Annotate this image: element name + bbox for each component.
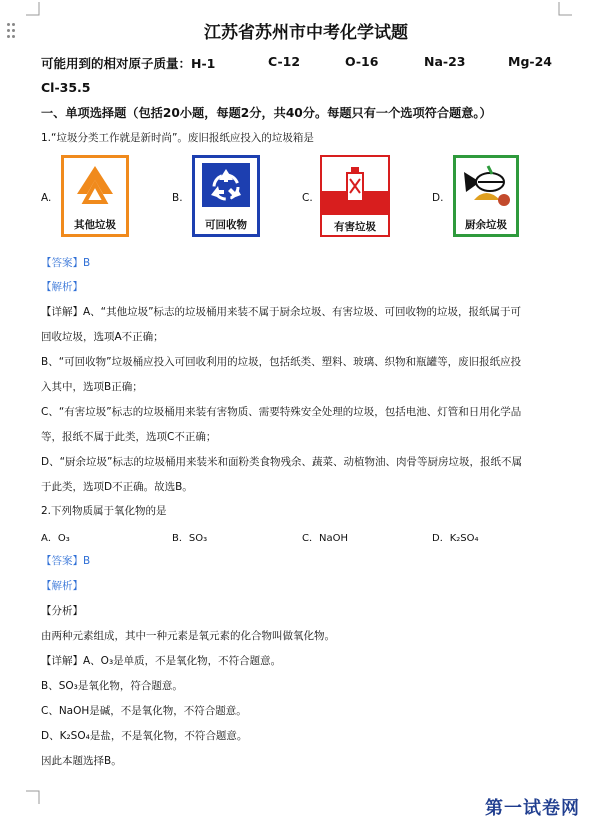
bin-label-other: 其他垃圾 [74, 219, 116, 231]
option-d-letter: D. [432, 192, 444, 204]
atomic-mass-mg: Mg-24 [508, 54, 552, 69]
q2-option-c: C．NaOH [302, 533, 348, 544]
bin-other-waste [61, 155, 129, 237]
q1-detail-d-line2: 于此类，选项D不正确。故选B。 [41, 481, 193, 493]
q2-detail-a: 【详解】A、O₃是单质，不是氧化物，不符合题意。 [41, 655, 282, 667]
q2-detail-d: D、K₂SO₄是盐，不是氧化物，不符合题意。 [41, 730, 248, 742]
q2-option-d: D．K₂SO₄ [432, 533, 479, 544]
bin-label-kitchen: 厨余垃圾 [465, 219, 507, 231]
bin-label-hazardous: 有害垃圾 [334, 221, 376, 233]
q2-answer: 【答案】B [41, 555, 91, 567]
q1-analysis-label: 【解析】 [41, 281, 83, 293]
q1-answer: 【答案】B [41, 257, 91, 269]
atomic-mass-label: 可能用到的相对原子质量：H-1 [41, 56, 216, 71]
crop-mark-icon [558, 2, 572, 16]
bin-kitchen-waste [453, 155, 519, 237]
q1-detail-c-line1: C、“有害垃圾”标志的垃圾桶用来装有害物质、需要特殊安全处理的垃圾，包括电池、灯管和日用化学品 [41, 406, 522, 418]
q2-conclusion: 因此本题选择B。 [41, 755, 122, 767]
other-waste-icon [75, 164, 115, 208]
crop-mark-icon [26, 2, 40, 16]
q1-detail-b-line1: B、“可回收物”垃圾桶应投入可回收利用的垃圾，包括纸类、塑料、玻璃、织物和瓶罐等，废旧报纸应投 [41, 356, 522, 368]
q2-option-b: B．SO₃ [172, 533, 208, 544]
bin-recyclable [192, 155, 260, 237]
q2-definition: 由两种元素组成，其中一种元素是氧元素的化合物叫做氧化物。 [41, 630, 335, 642]
q1-detail-d-line1: D、“厨余垃圾”标志的垃圾桶用来装米和面粉类食物残余、蔬菜、动植物油、肉骨等厨房垃圾，报纸不属 [41, 456, 522, 468]
q2-detail-c: C、NaOH是碱，不是氧化物，不符合题意。 [41, 705, 247, 717]
question-2-stem: 2.下列物质属于氧化物的是 [41, 505, 167, 517]
q2-detail-b: B、SO₃是氧化物，符合题意。 [41, 680, 183, 692]
doc-title: 江苏省苏州市中考化学试题 [204, 23, 408, 43]
bin-label-recyclable: 可回收物 [205, 219, 247, 231]
recycle-icon [206, 165, 246, 205]
atomic-mass-c: C-12 [268, 54, 301, 69]
hazardous-waste-icon [344, 167, 366, 203]
site-logo: 第一试卷网 [485, 798, 580, 819]
kitchen-waste-icon [460, 162, 512, 210]
q1-detail-a-line2: 回收垃圾，选项A不正确； [41, 331, 164, 343]
section-heading: 一、单项选择题（包括20小题，每题2分，共40分。每题只有一个选项符合题意。） [41, 106, 492, 120]
q2-option-a: A．O₃ [41, 533, 70, 544]
atomic-mass-cl: Cl-35.5 [41, 80, 91, 95]
option-b-letter: B. [172, 192, 183, 204]
drag-handle-icon[interactable] [7, 23, 17, 39]
q1-detail-b-line2: 入其中，选项B正确； [41, 381, 143, 393]
bin-hazardous [320, 155, 390, 237]
q1-detail-c-line2: 等，报纸不属于此类，选项C不正确； [41, 431, 217, 443]
atomic-mass-na: Na-23 [424, 54, 466, 69]
q2-fenxi-label: 【分析】 [41, 605, 83, 617]
crop-mark-icon [26, 790, 40, 804]
q2-analysis-label: 【解析】 [41, 580, 83, 592]
q1-detail-a-line1: 【详解】A、“其他垃圾”标志的垃圾桶用来装不属于厨余垃圾、有害垃圾、可回收物的垃圾，报纸属于可 [41, 306, 522, 318]
option-c-letter: C. [302, 192, 313, 204]
option-a-letter: A. [41, 192, 52, 204]
atomic-mass-o: O-16 [345, 54, 379, 69]
question-1-stem: 1.“垃圾分类工作就是新时尚”。废旧报纸应投入的垃圾箱是 [41, 132, 314, 144]
